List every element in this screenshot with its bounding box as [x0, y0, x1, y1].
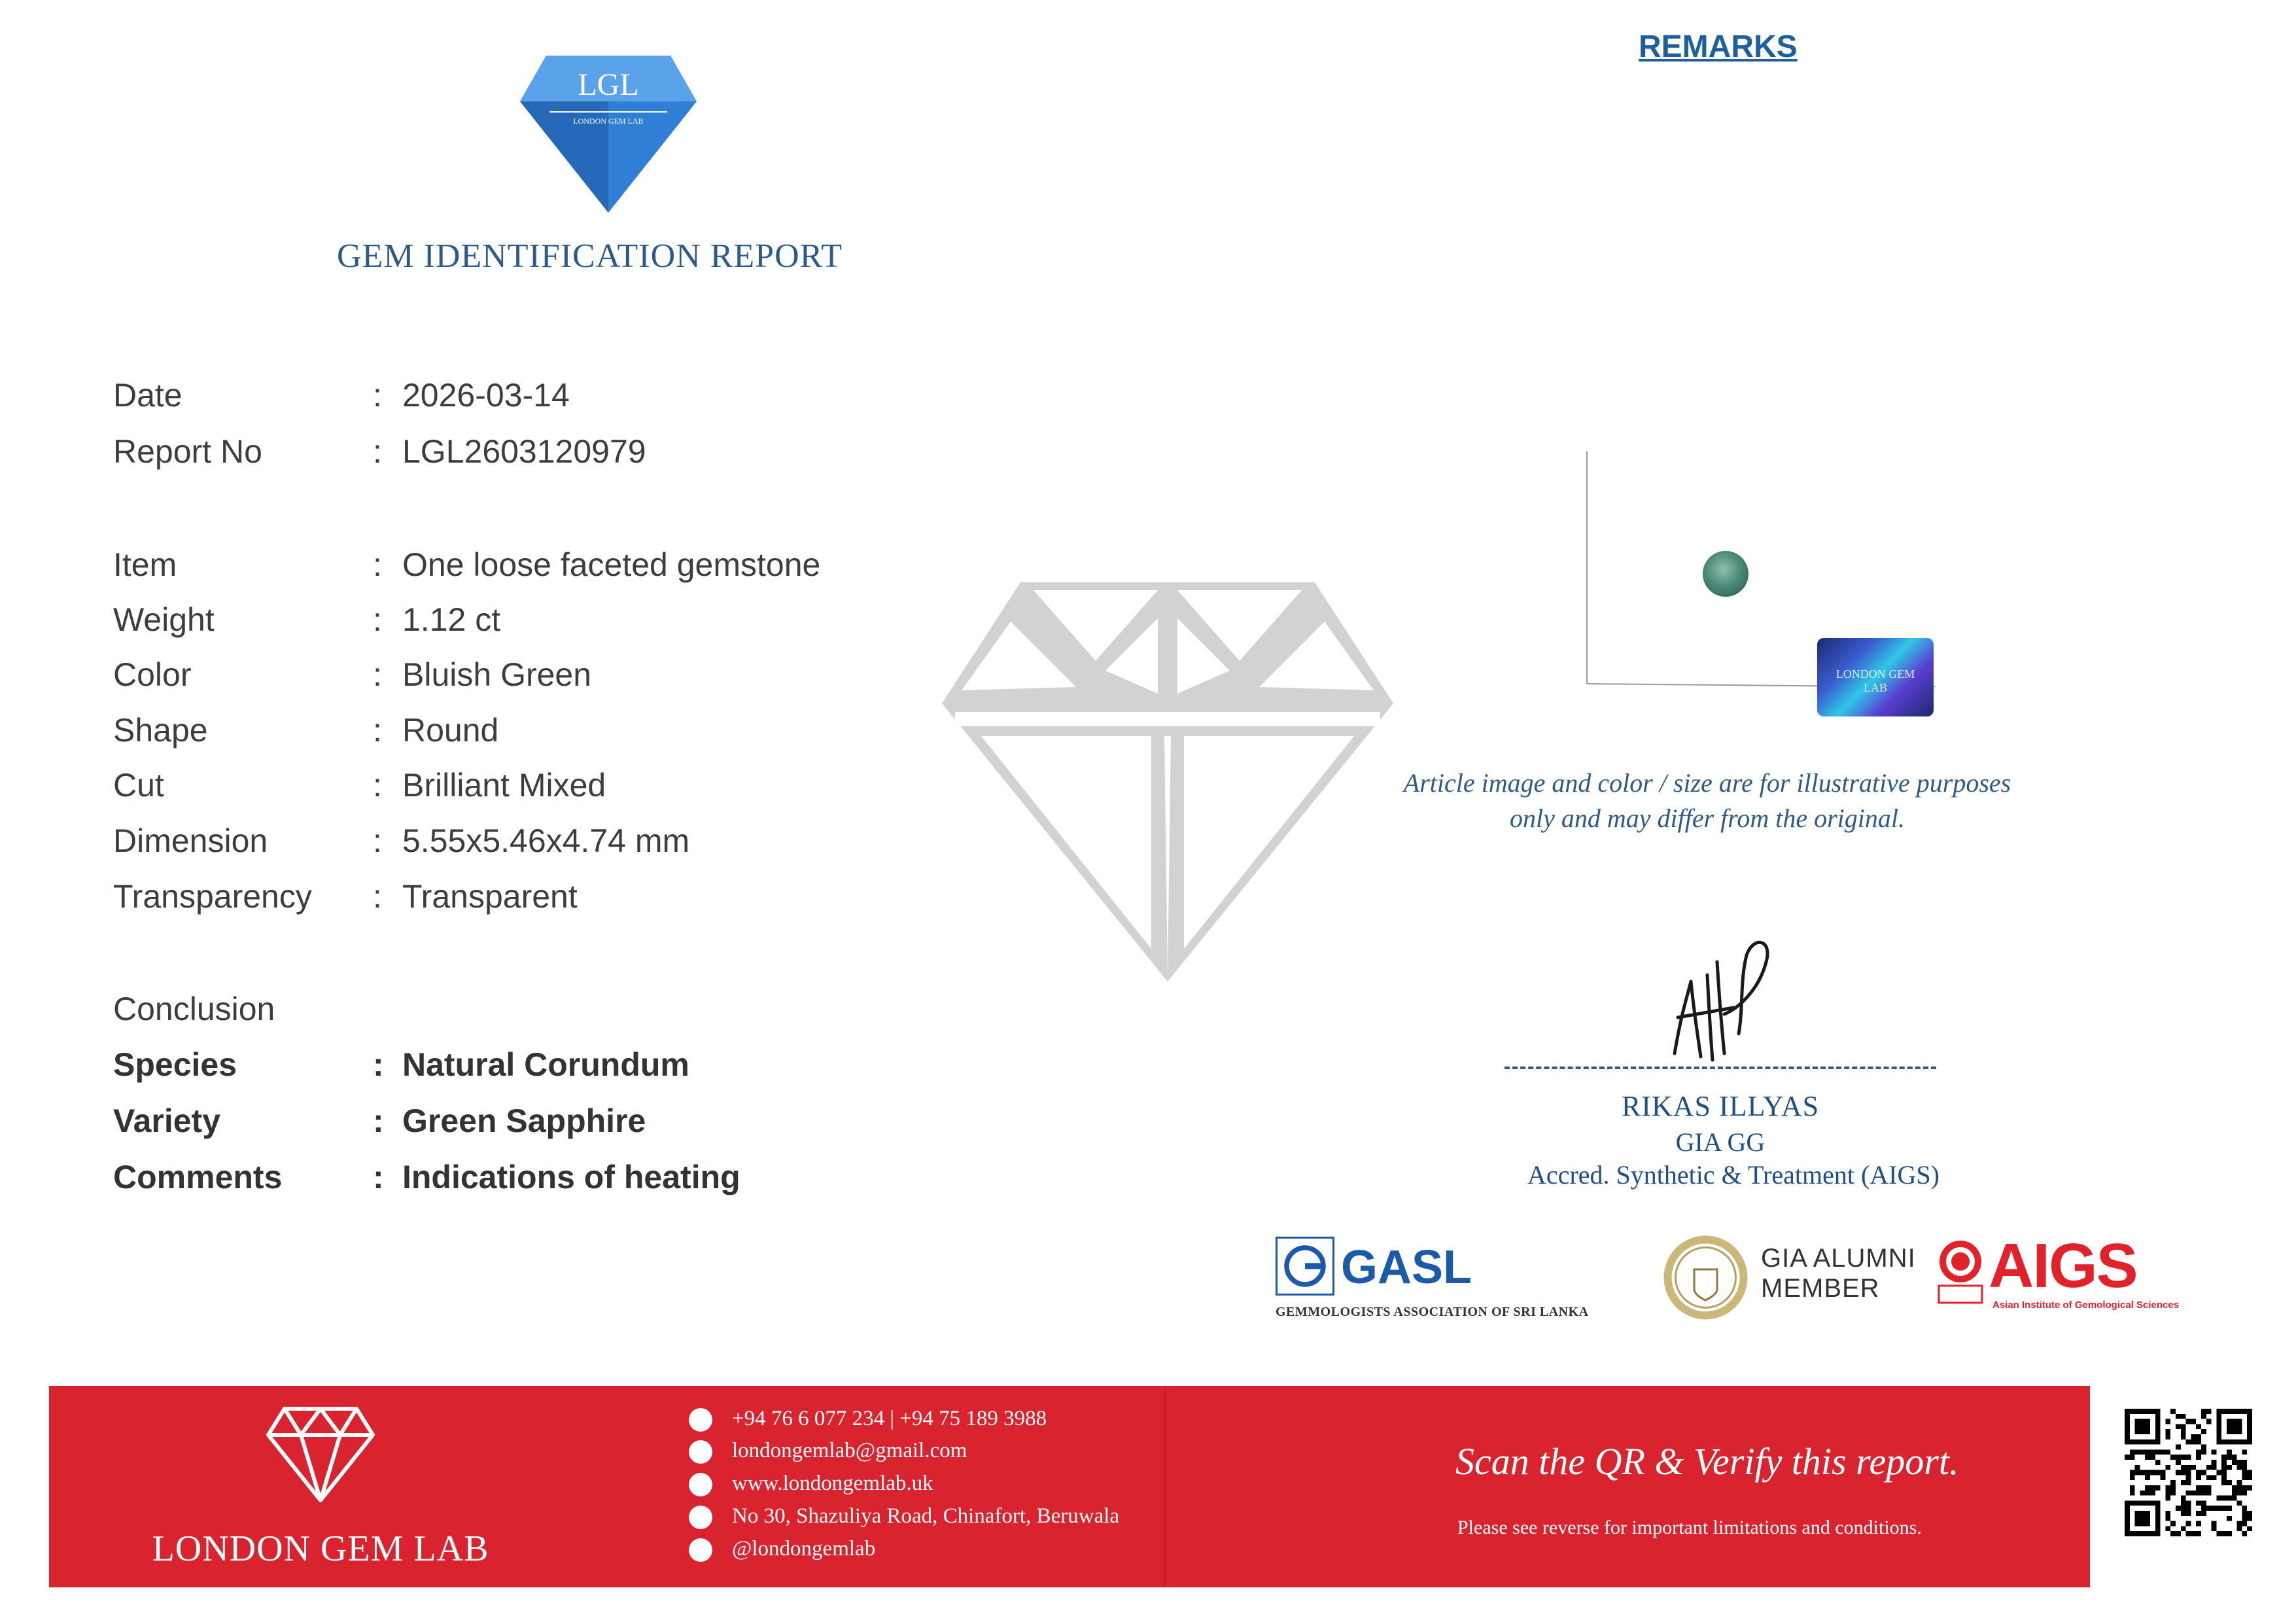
disclaimer-line-1: Article image and color / size are for illustrative purposes — [1403, 768, 2011, 798]
contact-text: londongemlab@gmail.com — [732, 1439, 967, 1462]
contact-text: www.londongemlab.uk — [732, 1472, 933, 1495]
field-value: 5.55x5.46x4.74 mm — [402, 822, 690, 859]
logo-monogram: LGL — [578, 67, 639, 102]
lgl-diamond-logo — [520, 56, 697, 213]
hologram-text: LONDON GEM LAB — [1835, 667, 1915, 694]
field-colon: : — [373, 1046, 384, 1083]
gasl-logo-icon — [1276, 1237, 1334, 1296]
field-colon: : — [373, 1103, 384, 1139]
field-label: Species — [113, 1046, 237, 1083]
field-colon: : — [373, 546, 382, 583]
gia-line-1: GIA ALUMNI — [1761, 1244, 1916, 1273]
field-colon: : — [373, 656, 382, 693]
contact-text: @londongemlab — [732, 1537, 876, 1561]
field-value: Green Sapphire — [402, 1103, 646, 1139]
field-value: Bluish Green — [402, 656, 592, 693]
field-colon: : — [373, 767, 382, 803]
diamond-watermark — [942, 582, 1393, 981]
logo-subtext: LONDON GEM LAB — [573, 116, 644, 126]
field-value: 2026-03-14 — [402, 377, 570, 414]
field-colon: : — [373, 601, 382, 638]
report-title: GEM IDENTIFICATION REPORT — [337, 238, 843, 275]
signatory-name: RIKAS ILLYAS — [1621, 1090, 1820, 1122]
gasl-full-name: GEMMOLOGISTS ASSOCIATION OF SRI LANKA — [1276, 1305, 1589, 1319]
email-icon — [689, 1440, 712, 1464]
field-value: Natural Corundum — [402, 1046, 689, 1083]
footer-brand-name: LONDON GEM LAB — [152, 1528, 489, 1569]
field-label: Variety — [113, 1103, 221, 1139]
field-label: Weight — [113, 601, 215, 638]
location-pin-icon — [689, 1506, 712, 1529]
field-colon: : — [373, 433, 382, 470]
signature-image — [1661, 936, 1805, 1067]
gasl-name: GASL — [1341, 1241, 1472, 1294]
gia-alumni-text — [1761, 1243, 1916, 1303]
image-disclaimer — [1374, 766, 2041, 836]
field-label: Transparency — [113, 878, 312, 915]
field-label: Item — [113, 546, 177, 583]
gemstone-photo — [1703, 551, 1748, 597]
field-colon: : — [373, 822, 382, 859]
field-label: Date — [113, 377, 183, 414]
scan-qr-cta: Scan the QR & Verify this report. — [1455, 1440, 1959, 1483]
field-value: Round — [402, 712, 499, 749]
social-icon — [689, 1538, 712, 1562]
remarks-heading: REMARKS — [1639, 29, 1798, 64]
field-value: LGL2603120979 — [402, 433, 646, 470]
gia-line-2: MEMBER — [1761, 1274, 1880, 1303]
field-colon: : — [373, 377, 382, 414]
limitations-note: Please see reverse for important limitations and conditions. — [1457, 1517, 1922, 1538]
signature-line — [1505, 1067, 1936, 1069]
signatory-credential: GIA GG — [1675, 1127, 1765, 1157]
aigs-full-name: Asian Institute of Gemological Sciences — [1992, 1299, 2180, 1311]
field-value: 1.12 ct — [402, 601, 501, 638]
qr-code[interactable] — [2125, 1409, 2252, 1536]
conclusion-label: Conclusion — [113, 991, 275, 1027]
gia-alumni-seal-icon — [1661, 1233, 1750, 1322]
field-colon: : — [373, 878, 382, 915]
field-label: Cut — [113, 767, 164, 803]
field-value: Brilliant Mixed — [402, 767, 606, 803]
field-colon: : — [373, 712, 382, 749]
field-colon: : — [373, 1159, 384, 1195]
field-value: Indications of heating — [402, 1159, 740, 1195]
globe-icon — [689, 1473, 712, 1496]
field-label: Dimension — [113, 822, 268, 859]
aigs-emblem-icon — [1936, 1240, 1985, 1305]
disclaimer-line-2: only and may differ from the original. — [1509, 803, 1905, 833]
footer-divider — [1164, 1386, 1166, 1587]
contact-text: No 30, Shazuliya Road, Chinafort, Beruwala — [732, 1504, 1120, 1528]
field-label: Report No — [113, 433, 262, 470]
signatory-accreditation: Accred. Synthetic & Treatment (AIGS) — [1527, 1160, 1939, 1190]
field-label: Shape — [113, 712, 208, 749]
aigs-name: AIGS — [1989, 1231, 2137, 1301]
field-value: Transparent — [402, 878, 578, 915]
field-label: Comments — [113, 1159, 283, 1195]
field-value: One loose faceted gemstone — [402, 546, 821, 583]
footer-diamond-logo — [265, 1405, 376, 1504]
contact-text: +94 76 6 077 234 | +94 75 189 3988 — [732, 1407, 1047, 1430]
field-label: Color — [113, 656, 192, 693]
phone-icon — [689, 1408, 712, 1432]
